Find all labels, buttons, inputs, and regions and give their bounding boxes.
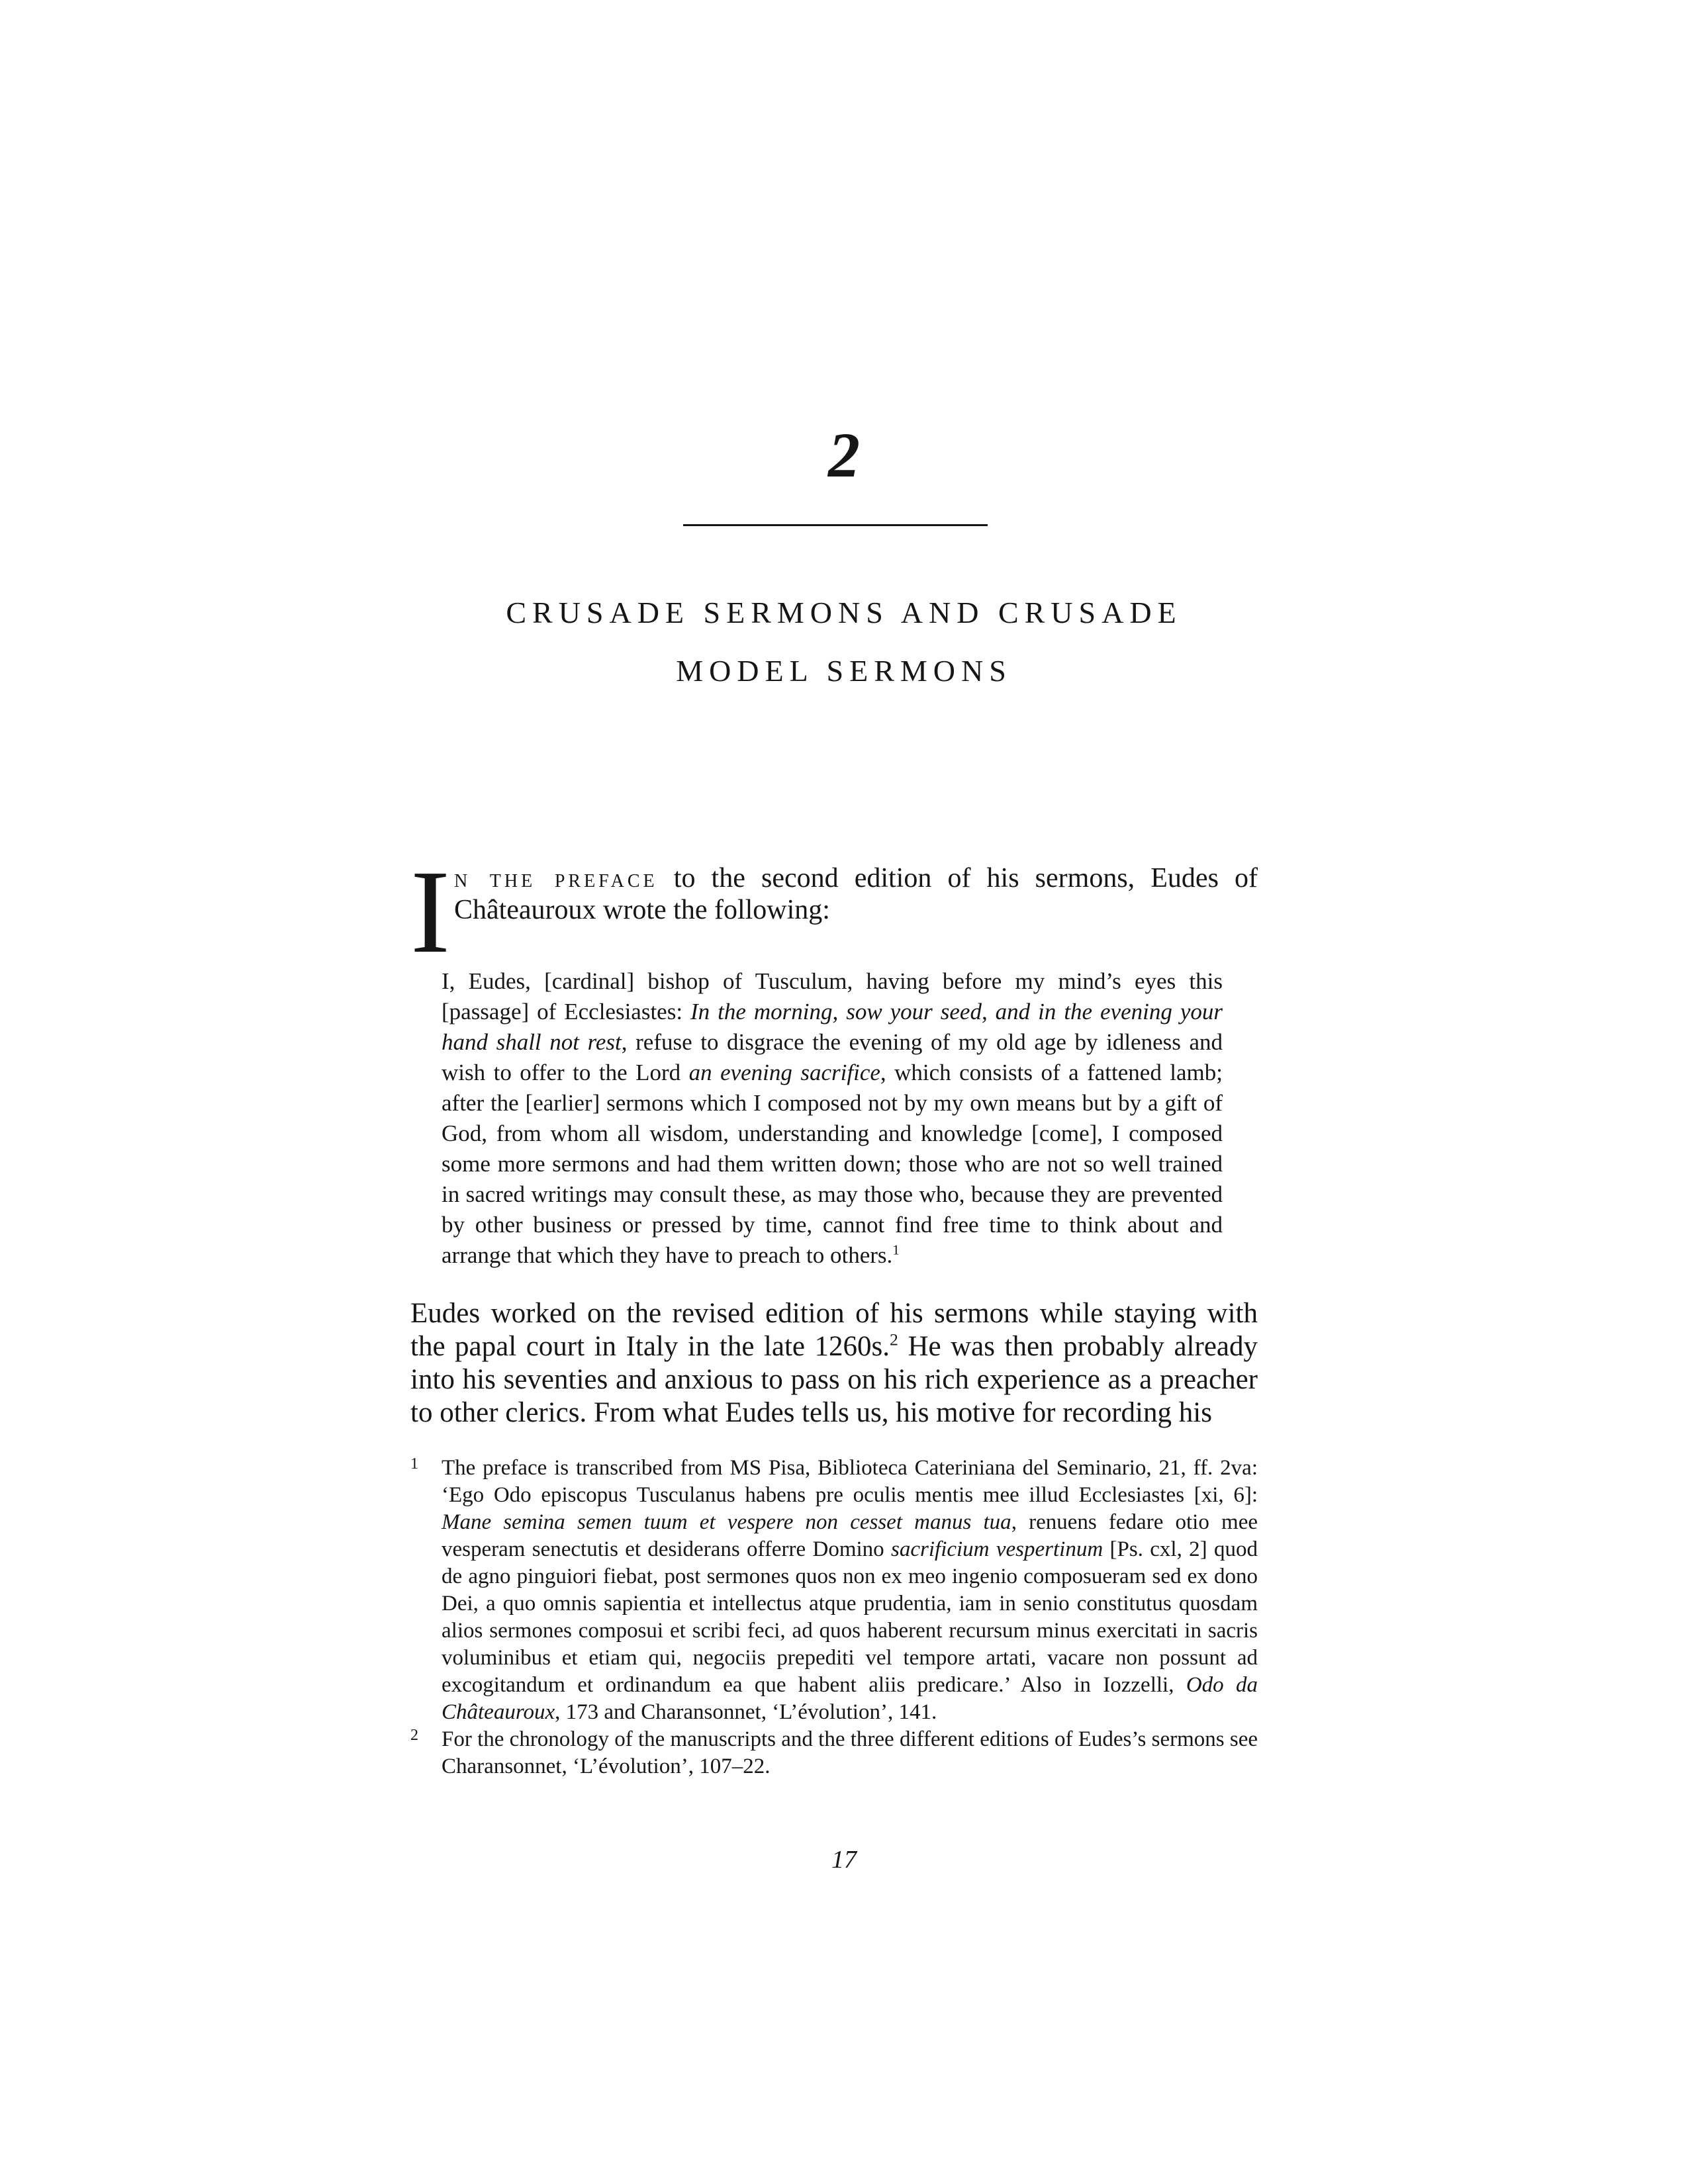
opening-smallcaps: n the preface — [453, 863, 658, 893]
page-number: 17 — [831, 1846, 857, 1874]
chapter-title — [371, 584, 1317, 700]
fn1-italic-1: Mane semina semen tuum et vespere non cesset manus tua — [442, 1510, 1011, 1534]
opening-rest: to the second edition of his sermons, Eudes of Châteauroux wrote the following: — [453, 863, 1258, 925]
block-quote-text — [442, 966, 1223, 1271]
quote-part-2: , refuse to disgrace the evening of my old age by idleness and wish to offer to the Lord — [442, 1029, 1223, 1085]
quote-part-3: , which consists of a fattened lamb; after the [earlier] sermons which I composed not by my own means but by a gift of God, from whom all wisdom, understanding and knowledge [come], I composed some more sermons and had them written down; those who are not so well trained in sacred writings may consult these, as may those who, because they are prevented by other business or pressed by time, cannot find free time to think about and arrange that which they have to preach to others. — [442, 1060, 1223, 1268]
footnote-ref-2: 2 — [890, 1330, 898, 1349]
quote-italic-2: an evening sacrifice — [688, 1060, 880, 1085]
body-paragraph — [410, 1297, 1258, 1430]
footnote-2-mark: 2 — [410, 1727, 418, 1744]
block-quote — [442, 966, 1223, 1271]
footnote-ref-1: 1 — [892, 1242, 900, 1258]
chapter-title-line-2: MODEL SERMONS — [676, 654, 1012, 688]
fn1-italic-3: Odo da Châteauroux — [442, 1673, 1258, 1724]
fn1-part-a: The preface is transcribed from MS Pisa, Biblioteca Cateriniana del Seminario, 21, ff. 2va: ‘Ego Odo episcopus Tusculanus habens pre oculis mentis mee illud Ecclesiastes [xi, 6]: — [442, 1456, 1258, 1507]
body-text — [410, 1297, 1258, 1430]
opening-text — [410, 862, 1258, 926]
body-part-2: He was then probably already into his seventies and anxious to pass on his rich experience as a preacher to other clerics. From what Eudes tells us, his motive for recording his — [410, 1331, 1258, 1428]
chapter-number: 2 — [828, 420, 860, 490]
body-part-1: Eudes worked on the revised edition of his sermons while staying with the papal court in Italy in the late 1260s. — [410, 1298, 1258, 1362]
fn1-part-c: [Ps. cxl, 2] quod de agno pinguiori fiebat, post sermones quos non ex meo ingenio composueram sed ex dono Dei, a quo omnis sapientia et intellectus atque prudentia, iam in senio constitutus quosdam alios sermones composui et scribi feci, ad quos haberent recursum minus exercitati in sacris voluminibus et etiam qui, negociis prepediti vel tempore artati, vacare non possunt ad excogitandum et ordinandum ea que habent aliis predicare.’ Also in Iozzelli, — [442, 1537, 1258, 1697]
footnote-1 — [410, 1455, 1258, 1726]
footnotes — [410, 1455, 1258, 1780]
drop-cap: I — [410, 846, 450, 978]
footnote-2 — [410, 1726, 1258, 1780]
fn1-part-d: , 173 and Charansonnet, ‘L’évolution’, 141. — [555, 1700, 937, 1724]
quote-italic-1: In the morning, sow your seed, and in the evening your hand shall not rest — [442, 999, 1223, 1055]
fn1-italic-2: sacrificium vespertinum — [891, 1537, 1103, 1561]
footnote-2-text: For the chronology of the manuscripts and the three different editions of Eudes’s sermons see Charansonnet, ‘L’évolution’, 107–22. — [442, 1727, 1258, 1778]
footnote-1-mark: 1 — [410, 1455, 418, 1473]
footnote-1-text — [442, 1455, 1258, 1726]
opening-paragraph — [410, 846, 1258, 978]
quote-part-1: I, Eudes, [cardinal] bishop of Tusculum, having before my mind’s eyes this [passage] of Ecclesiastes: — [442, 968, 1223, 1024]
chapter-rule — [683, 524, 988, 526]
fn1-part-b: , renuens fedare otio mee vesperam senectutis et desiderans offerre Domino — [442, 1510, 1258, 1561]
chapter-title-line-1: CRUSADE SERMONS AND CRUSADE — [506, 596, 1182, 629]
